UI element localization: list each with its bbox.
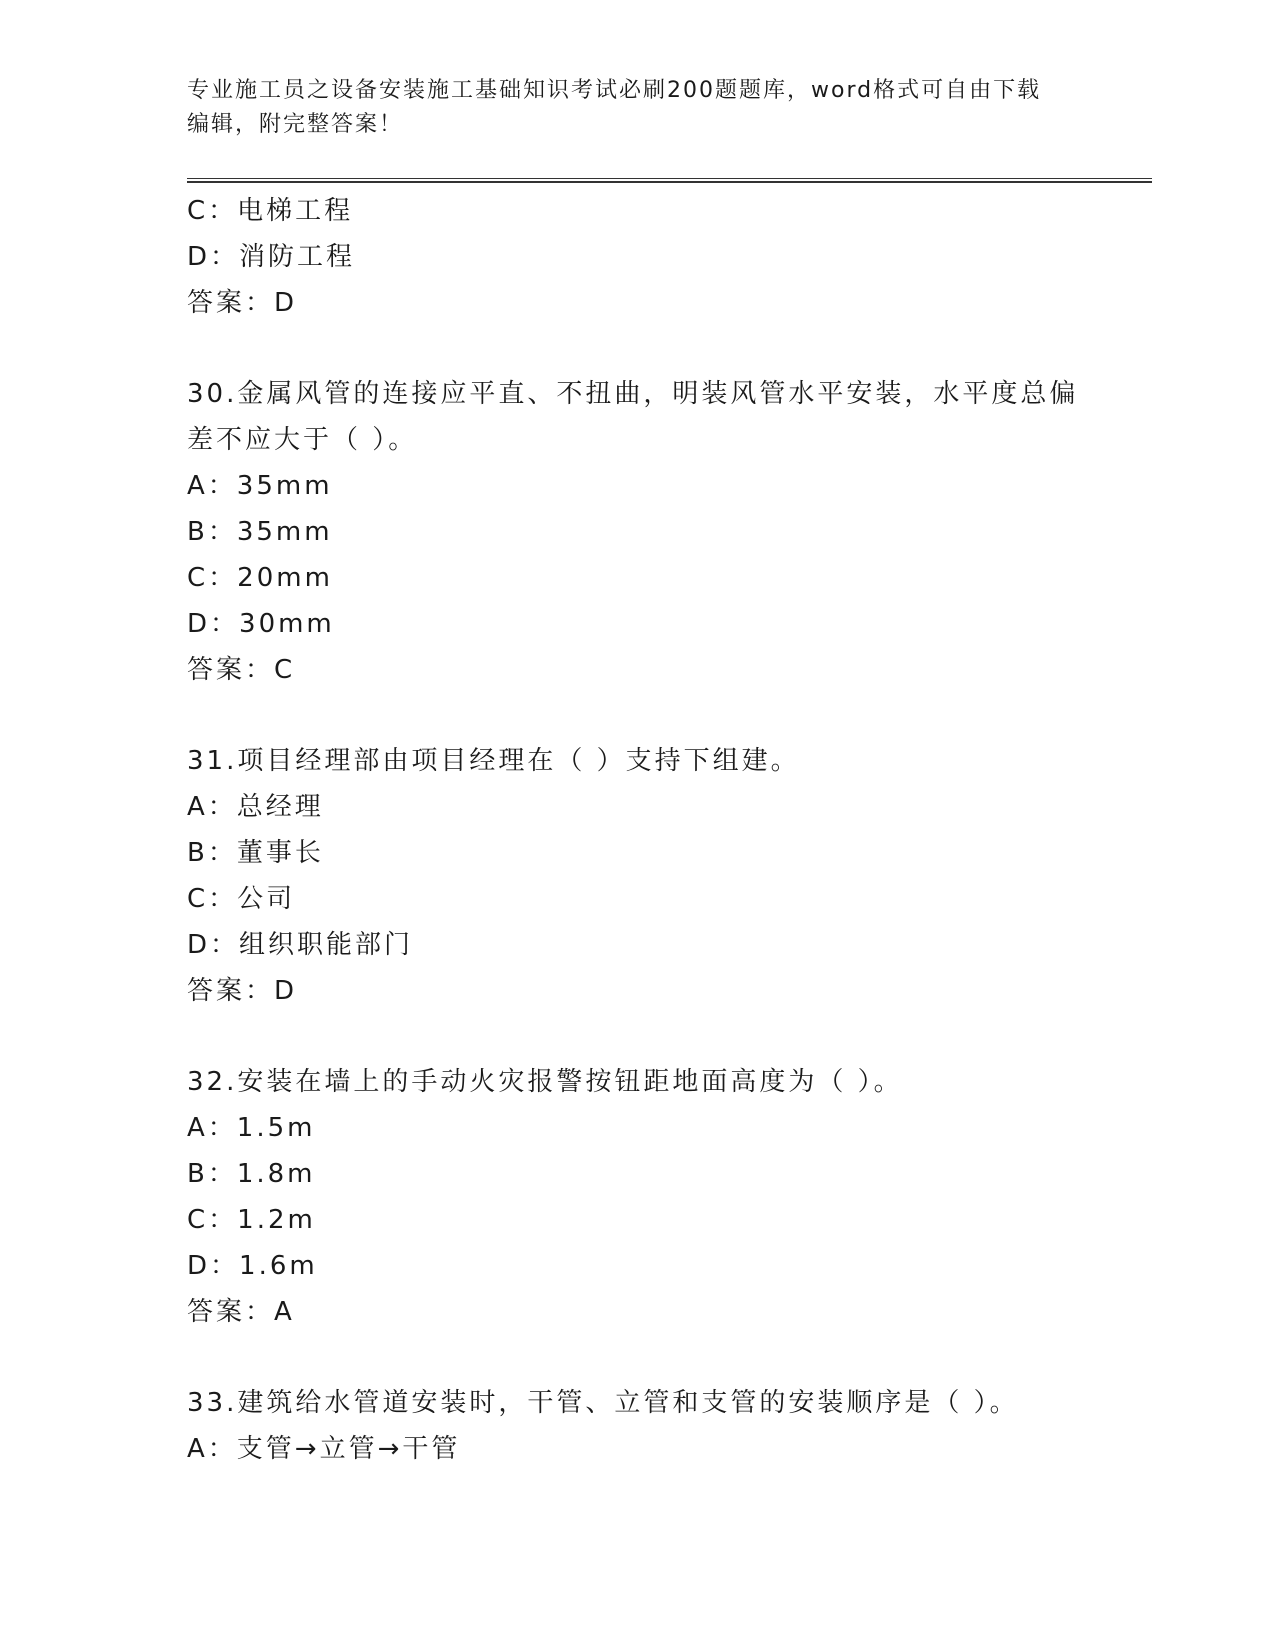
document-header xyxy=(187,74,1087,142)
option-d: D：消防工程 xyxy=(187,242,356,272)
question-31 xyxy=(187,738,1152,1014)
spacer xyxy=(187,1014,1152,1059)
question-32 xyxy=(187,1059,1152,1335)
option-a: A：总经理 xyxy=(187,792,324,822)
option-b: B：董事长 xyxy=(187,838,324,868)
spacer xyxy=(187,326,1152,371)
option-a: A：35mm xyxy=(187,471,333,501)
option-d: D：1.6m xyxy=(187,1251,318,1281)
option-a: A：1.5m xyxy=(187,1113,316,1143)
header-title-line-1: 专业施工员之设备安装施工基础知识考试必刷200题题库，word格式可自由下载 xyxy=(187,78,1042,103)
option-c: C：20mm xyxy=(187,563,333,593)
option-c: C：电梯工程 xyxy=(187,196,354,226)
answer: 答案：D xyxy=(187,288,298,318)
header-divider xyxy=(187,178,1152,183)
question-list xyxy=(187,188,1152,1472)
spacer xyxy=(187,1335,1152,1380)
question-33 xyxy=(187,1380,1152,1472)
question-stem: 30.金属风管的连接应平直、不扭曲，明装风管水平安装，水平度总偏 xyxy=(187,379,1079,409)
option-c: C：公司 xyxy=(187,884,296,914)
option-b: B：1.8m xyxy=(187,1159,316,1189)
answer: 答案：D xyxy=(187,976,298,1006)
option-d: D：30mm xyxy=(187,609,335,639)
question-stem: 33.建筑给水管道安装时，干管、立管和支管的安装顺序是（ ）。 xyxy=(187,1388,1019,1418)
option-c: C：1.2m xyxy=(187,1205,316,1235)
answer: 答案：C xyxy=(187,655,296,685)
header-title-line-2: 编辑，附完整答案！ xyxy=(187,112,404,137)
spacer xyxy=(187,693,1152,738)
option-a: A：支管→立管→干管 xyxy=(187,1434,461,1464)
answer: 答案：A xyxy=(187,1297,295,1327)
question-stem: 31.项目经理部由项目经理在（ ）支持下组建。 xyxy=(187,746,800,776)
question-29-tail xyxy=(187,188,1152,326)
question-stem: 32.安装在墙上的手动火灾报警按钮距地面高度为（ ）。 xyxy=(187,1067,903,1097)
option-d: D：组织职能部门 xyxy=(187,930,414,960)
option-b: B：35mm xyxy=(187,517,333,547)
question-stem-continued: 差不应大于（ ）。 xyxy=(187,425,418,455)
question-30 xyxy=(187,371,1152,693)
